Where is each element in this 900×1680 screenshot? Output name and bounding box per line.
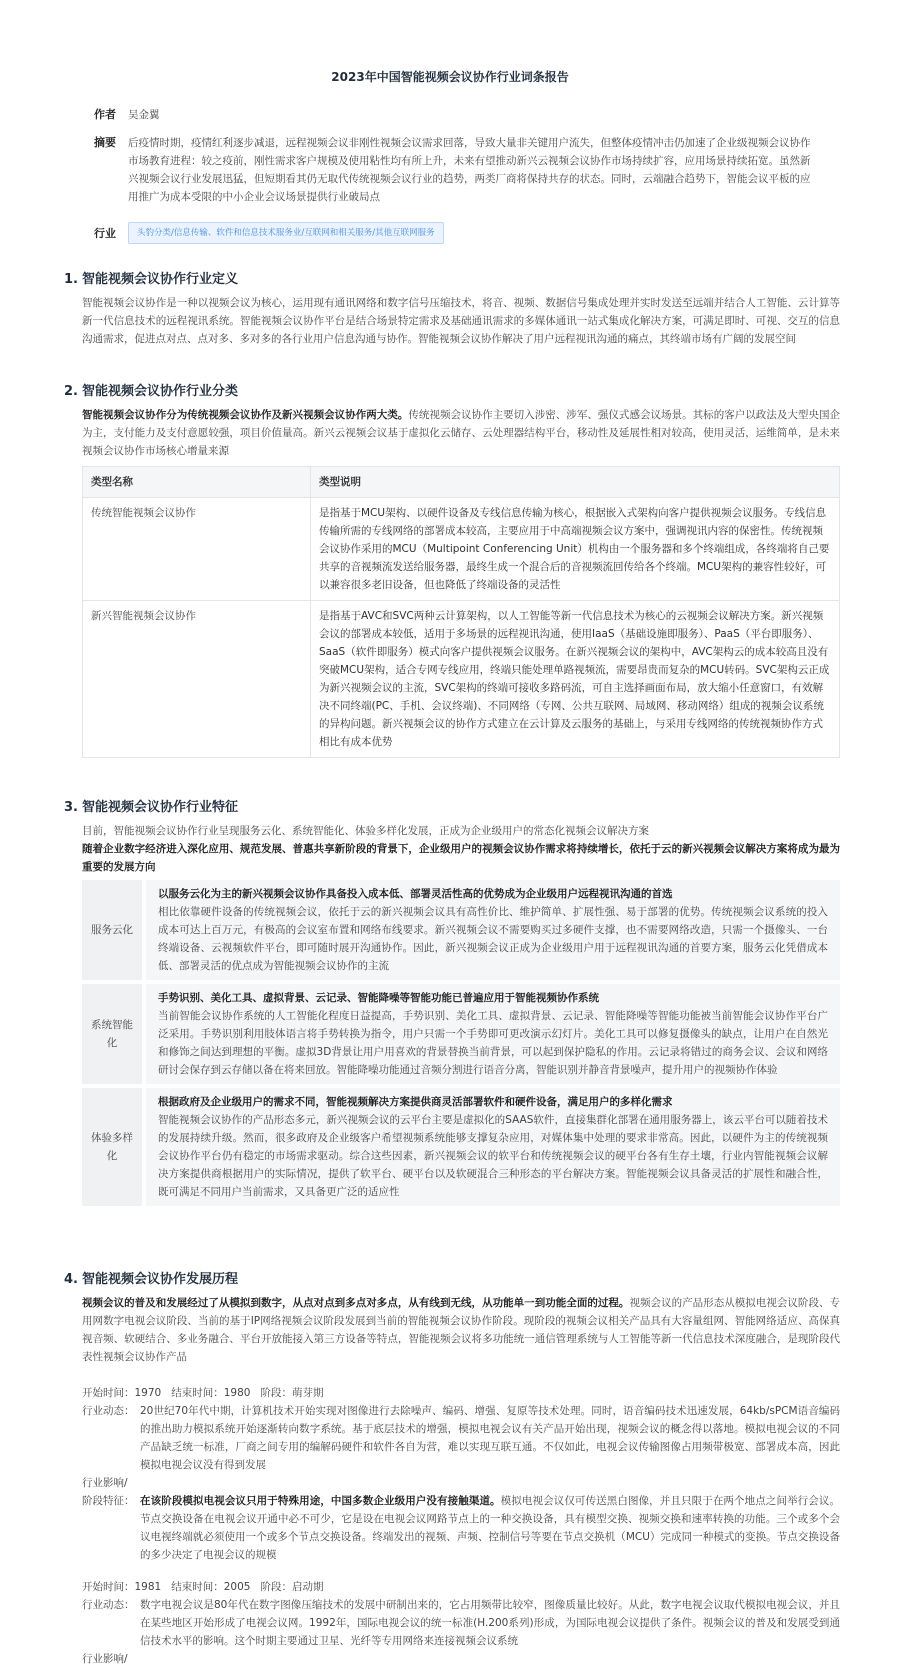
industry-label: 行业: [94, 227, 116, 240]
stage-dynamic: [82, 1402, 840, 1474]
feature-text: 当前智能会议协作系统的人工智能化程度日益提高，手势识别、美化工具、虚拟背景、云记录、智能降噪等智能功能被当前智能会议协作平台广泛采用。手势识别利用肢体语言将手势转换为指令，用户只需一个手势即可更改演示幻灯片。美化工具可以修复摄像头的缺点，让用户在自然光和修饰之间达到理想的平衡。虚拟3D背景让用户用喜欢的背景替换当前背景，可以起到保护隐私的作用。云记录将错过的商务会议、会议和网络研讨会保存到云存储以备在将来回放。智能降噪功能通过音频分割进行语音分离，智能识别并静音背景噪声，提升用户的视频协作体验: [158, 1010, 828, 1076]
section-title: 智能视频会议协作行业特征: [82, 800, 239, 815]
lead-rest: 视频会议的产品形态从模拟电视会议阶段、专用网数字电视会议阶段、当前的基于IP网络视频会议阶段发展到当前的智能视频会议协作阶段。现阶段的视频会议相关产品具有大容量组网、智能网络适应、高保真视音频、软硬结合、多业务融合、平台开放能接入第三方设备等特点，智能视频会议将多功能统一通信管理系统与人工智能等新一代信息技术深度融合，是现阶段代表性视频会议协作产品: [82, 1297, 841, 1363]
impact-label: [82, 1474, 140, 1564]
stage-label: 阶段：: [260, 1581, 292, 1593]
table-row: [83, 601, 840, 758]
section-lead: [82, 406, 840, 460]
feature-body: [146, 880, 840, 980]
industry-row: [94, 222, 824, 246]
dynamic-label: 行业动态：: [82, 1405, 135, 1417]
stage-block: [82, 1578, 840, 1668]
stage-header: [82, 1578, 840, 1596]
impact-rest: 模拟电视会议仅可传送黑白图像，并且只限于在两个地点之间举行会议。节点交换设备在电视会议开通中必不可少，它是设在电视会议网路节点上的一种交换设备，具有模型交换、视频交换和速率转换的功能。三个或多个会议电视终端就必须使用一个或多个节点交换设备。终端发出的视频、声频、控制信号等要在节点交换机（MCU）完成同一种模式的变换。节点交换设备的多少决定了电视会议的规模: [140, 1495, 841, 1561]
impact-label-line2: 阶段特征：: [82, 1495, 135, 1507]
feature-row: [82, 984, 840, 1084]
section-title: 智能视频会议协作发展历程: [82, 1272, 239, 1287]
feature-row: [82, 1088, 840, 1206]
feature-table: [82, 880, 840, 1206]
section-number: 1.: [64, 272, 78, 287]
table-header-desc: 类型说明: [311, 467, 840, 498]
abstract-text: 后疫情时期，疫情红利逐步减退，远程视频会议非刚性视频会议需求回落，导致大量非关键用户流失，但整体疫情冲击仍加速了企业级视频会议协作市场教育进程：较之疫前，刚性需求客户规模及使用粘性均有所上升，未来有望推动新兴云视频会议协作市场持续扩容，应用场景持续拓宽。虽然新兴视频会议行业发展迅猛，但短期看其仍无取代传统视频会议行业的趋势，两类厂商将保持共存的状态。同时，云端融合趋势下，智能会议平板的应用推广为成本受限的中小企业会议场景提供行业破局点: [128, 137, 811, 203]
report-title: 2023年中国智能视频会议协作行业词条报告: [331, 70, 569, 84]
lead-bold: 智能视频会议协作分为传统视频会议协作及新兴视频会议协作两大类。: [82, 409, 409, 421]
section-heading: [64, 382, 840, 402]
feature-body: [146, 1088, 840, 1206]
table-header-row: [83, 467, 840, 498]
abstract-row: [94, 134, 824, 208]
abstract-label: 摘要: [94, 136, 116, 149]
dynamic-label: 行业动态：: [82, 1599, 135, 1611]
start-year: 1981: [134, 1581, 162, 1593]
feature-title: 手势识别、美化工具、虚拟背景、云记录、智能降噪等智能功能已普遍应用于智能视频协作系统: [158, 992, 599, 1004]
feature-body: [146, 984, 840, 1084]
feature-title: 根据政府及企业级用户的需求不同，智能视频解决方案提供商灵活部署软件和硬件设备，满足用户的多样化需求: [158, 1096, 673, 1108]
section-text: 智能视频会议协作是一种以视频会议为核心，运用现有通讯网络和数字信号压缩技术，将音、视频、数据信号集成处理并实时发送至远端并结合人工智能、云计算等新一代信息技术的远程视讯系统。智能视频会议协作平台是结合场景特定需求及基础通讯需求的多媒体通讯一站式集成化解决方案，可满足即时、可视、交互的信息沟通需求，促进点对点、点对多、多对多的各行业用户信息沟通与协作。智能视频会议协作解决了用户远程视讯沟通的痛点，其终端市场有广阔的发展空间: [82, 297, 840, 345]
table-cell-name: 新兴智能视频会议协作: [83, 601, 311, 758]
section-classification: [64, 382, 840, 758]
section-features: [64, 798, 840, 1210]
feature-title: 以服务云化为主的新兴视频会议协作具备投入成本低、部署灵活性高的优势成为企业级用户远程视讯沟通的首选: [158, 888, 673, 900]
section-number: 2.: [64, 384, 78, 399]
impact-label: 行业影响/: [82, 1653, 128, 1665]
stage-label: 阶段：: [260, 1387, 292, 1399]
section-title: 智能视频会议协作行业分类: [82, 384, 239, 399]
industry-tag-wrap: [128, 222, 828, 244]
stage-impact: [82, 1650, 840, 1668]
section-intro: 目前，智能视频会议协作行业呈现服务云化、系统智能化、体验多样化发展，正成为企业级用户的常态化视频会议解决方案: [82, 825, 649, 837]
end-label: 结束时间：: [171, 1581, 224, 1593]
table-cell-desc: 是指基于AVC和SVC两种云计算架构，以人工智能等新一代信息技术为核心的云视频会议解决方案。新兴视频会议的部署成本较低，适用于多场景的远程视讯沟通，使用IaaS（基础设施即服务）、PaaS（平台即服务）、SaaS（软件即服务）模式向客户提供视频会议服务。在新兴视频会议的架构中，AVC架构云的成本较高且没有突破MCU架构，适合专网专线应用，终端只能处理单路视频流，需要昂贵而复杂的MCU转码。SVC架构云正成为新兴视频会议的主流，SVC架构的终端可接收多路码流，可自主选择画面布局，放大缩小任意窗口，有效解决不同终端(PC、手机、会议终端)、不同网络（专网、公共互联网、局域网、移动网络）组成的视频会议系统的异构问题。新兴视频会议的协作方式建立在云计算及云服务的基础上，与采用专线网络的传统视频协作方式相比有成本优势: [311, 601, 840, 758]
lead-rest: 传统视频会议协作主要切入涉密、涉军、强仪式感会议场景。其标的客户以政法及大型央国企为主，支付能力及支付意愿较强，项目价值量高。新兴云视频会议基于虚拟化云储存、云处理器结构平台，移动性及延展性相对较高，使用灵活，运维简单，是未来视频会议协作市场核心增量来源: [82, 409, 840, 457]
end-year: 1980: [223, 1387, 251, 1399]
section-number: 3.: [64, 800, 78, 815]
classification-table: [82, 466, 840, 758]
stage-name: 启动期: [292, 1581, 324, 1593]
stage-header: [82, 1384, 840, 1402]
stage-name: 萌芽期: [292, 1387, 324, 1399]
section-definition: [64, 270, 840, 348]
author-row: [94, 106, 824, 126]
author-name: 吴金翼: [128, 109, 160, 121]
stage-impact: [82, 1474, 840, 1564]
impact-text: [140, 1474, 840, 1564]
section-heading: [64, 798, 840, 818]
table-cell-desc: 是指基于MCU架构、以硬件设备及专线信息传输为核心，根据嵌入式架构向客户提供视频会议服务。专线信息传输所需的专线网络的部署成本较高，主要应用于中高端视频会议方案中，强调视讯内容的保密性。传统视频会议协作采用的MCU（Multipoint Conferencing Unit）机构由一个服务器和多个终端组成，各终端将自己要共享的音视频流发送给服务器，最终生成一个混合后的音视频流回传给各个终端。MCU架构的兼容性较好，可以兼容很多老旧设备，但也降低了终端设备的灵活性: [311, 498, 840, 601]
industry-tag[interactable]: 头豹分类/信息传输、软件和信息技术服务业/互联网和相关服务/其他互联网服务: [128, 222, 444, 244]
dynamic-text: 20世纪70年代中期，计算机技术开始实现对图像进行去除噪声、编码、增强、复原等技术处理。同时，语音编码技术迅速发展，64kb/sPCM语音编码的推出助力模拟系统开始逐渐转向数字系统。基于底层技术的增强，模拟电视会议有关产品开始出现，视频会议的概念得以落地。模拟电视会议的不同产品缺乏统一标准，厂商之间专用的编解码硬件和软件各自为营，难以实现互联互通。不仅如此，电视会议传输图像占用频带极宽、部署成本高，因此模拟电视会议没有得到发展: [140, 1405, 840, 1471]
section-intro-bold: 随着企业数字经济进入深化应用、规范发展、普惠共享新阶段的背景下，企业级用户的视频会议协作需求将持续增长，依托于云的新兴视频会议解决方案将成为最为重要的发展方向: [82, 843, 840, 873]
feature-text: 智能视频会议协作的产品形态多元，新兴视频会议的云平台主要是虚拟化的SAAS软件，直接集群化部署在通用服务器上，该云平台可以随着技术的发展持续升级。然而，很多政府及企业级客户希望视频系统能够支撑复杂应用，对媒体集中处理的要求非常高。因此，以硬件为主的传统视频会议协作平台仍有稳定的市场需求驱动。综合这些因素，新兴视频会议的软平台和传统视频会议的硬平台各有生存土壤，行业内智能视频会议解决方案提供商根据用户的实际情况，提供了软平台、硬平台以及软硬混合三种形态的平台解决方案。智能视频会议具备灵活的扩展性和融合性，既可满足不同用户当前需求，又具备更广泛的适应性: [158, 1114, 828, 1198]
impact-text: [140, 1650, 840, 1668]
impact-label-line1: 行业影响/: [82, 1477, 128, 1489]
end-year: 2005: [223, 1581, 251, 1593]
section-title: 智能视频会议协作行业定义: [82, 272, 239, 287]
stage-dynamic: [82, 1596, 840, 1650]
feature-label: 服务云化: [82, 880, 142, 980]
section-heading: [64, 1270, 840, 1290]
feature-text: 相比依靠硬件设备的传统视频会议，依托于云的新兴视频会议具有高性价比、维护简单、扩展性强、易于部署的优势。传统视频会议系统的投入成本可达上百万元，有极高的会议室布置和网络布线要求。新兴视频会议不需要购买过多硬件支撑，也不需要网络改造，只需一个摄像头、一台终端设备、云视频软件平台，即可随时展开沟通协作。因此，新兴视频会议正成为企业级用户用于远程视讯沟通的首要方案，服务云化凭借成本低、部署灵活的优点成为智能视频会议协作的主流: [158, 906, 828, 972]
start-label: 开始时间：: [82, 1581, 135, 1593]
feature-label: 系统智能化: [82, 984, 142, 1084]
table-row: [83, 498, 840, 601]
feature-label: 体验多样化: [82, 1088, 142, 1206]
start-label: 开始时间：: [82, 1387, 135, 1399]
impact-bold: 在该阶段模拟电视会议只用于特殊用途，中国多数企业级用户没有接触渠道。: [140, 1495, 501, 1507]
lead-bold: 视频会议的普及和发展经过了从模拟到数字，从点对点到多点对多点，从有线到无线，从功能单一到功能全面的过程。: [82, 1297, 630, 1309]
feature-row: [82, 880, 840, 980]
dynamic-text: 数字电视会议是80年代在数字图像压缩技术的发展中研制出来的，它占用频带比较窄，图像质量比较好。从此，数字电视会议取代模拟电视会议，并且在某些地区开始形成了电视会议网。1992年，国际电视会议的统一标准(H.200系列)形成，为国际电视会议提供了条件。视频会议的普及和发展受到通信技术水平的影响。这个时期主要通过卫星、光纤等专用网络来连接视频会议系统: [140, 1599, 840, 1647]
section-lead: [82, 1294, 840, 1366]
start-year: 1970: [134, 1387, 162, 1399]
table-cell-name: 传统智能视频会议协作: [83, 498, 311, 601]
author-label: 作者: [94, 108, 116, 121]
end-label: 结束时间：: [171, 1387, 224, 1399]
section-number: 4.: [64, 1272, 78, 1287]
table-header-name: 类型名称: [83, 467, 311, 498]
section-history: [64, 1270, 840, 1668]
stage-block: [82, 1384, 840, 1564]
section-heading: [64, 270, 840, 290]
